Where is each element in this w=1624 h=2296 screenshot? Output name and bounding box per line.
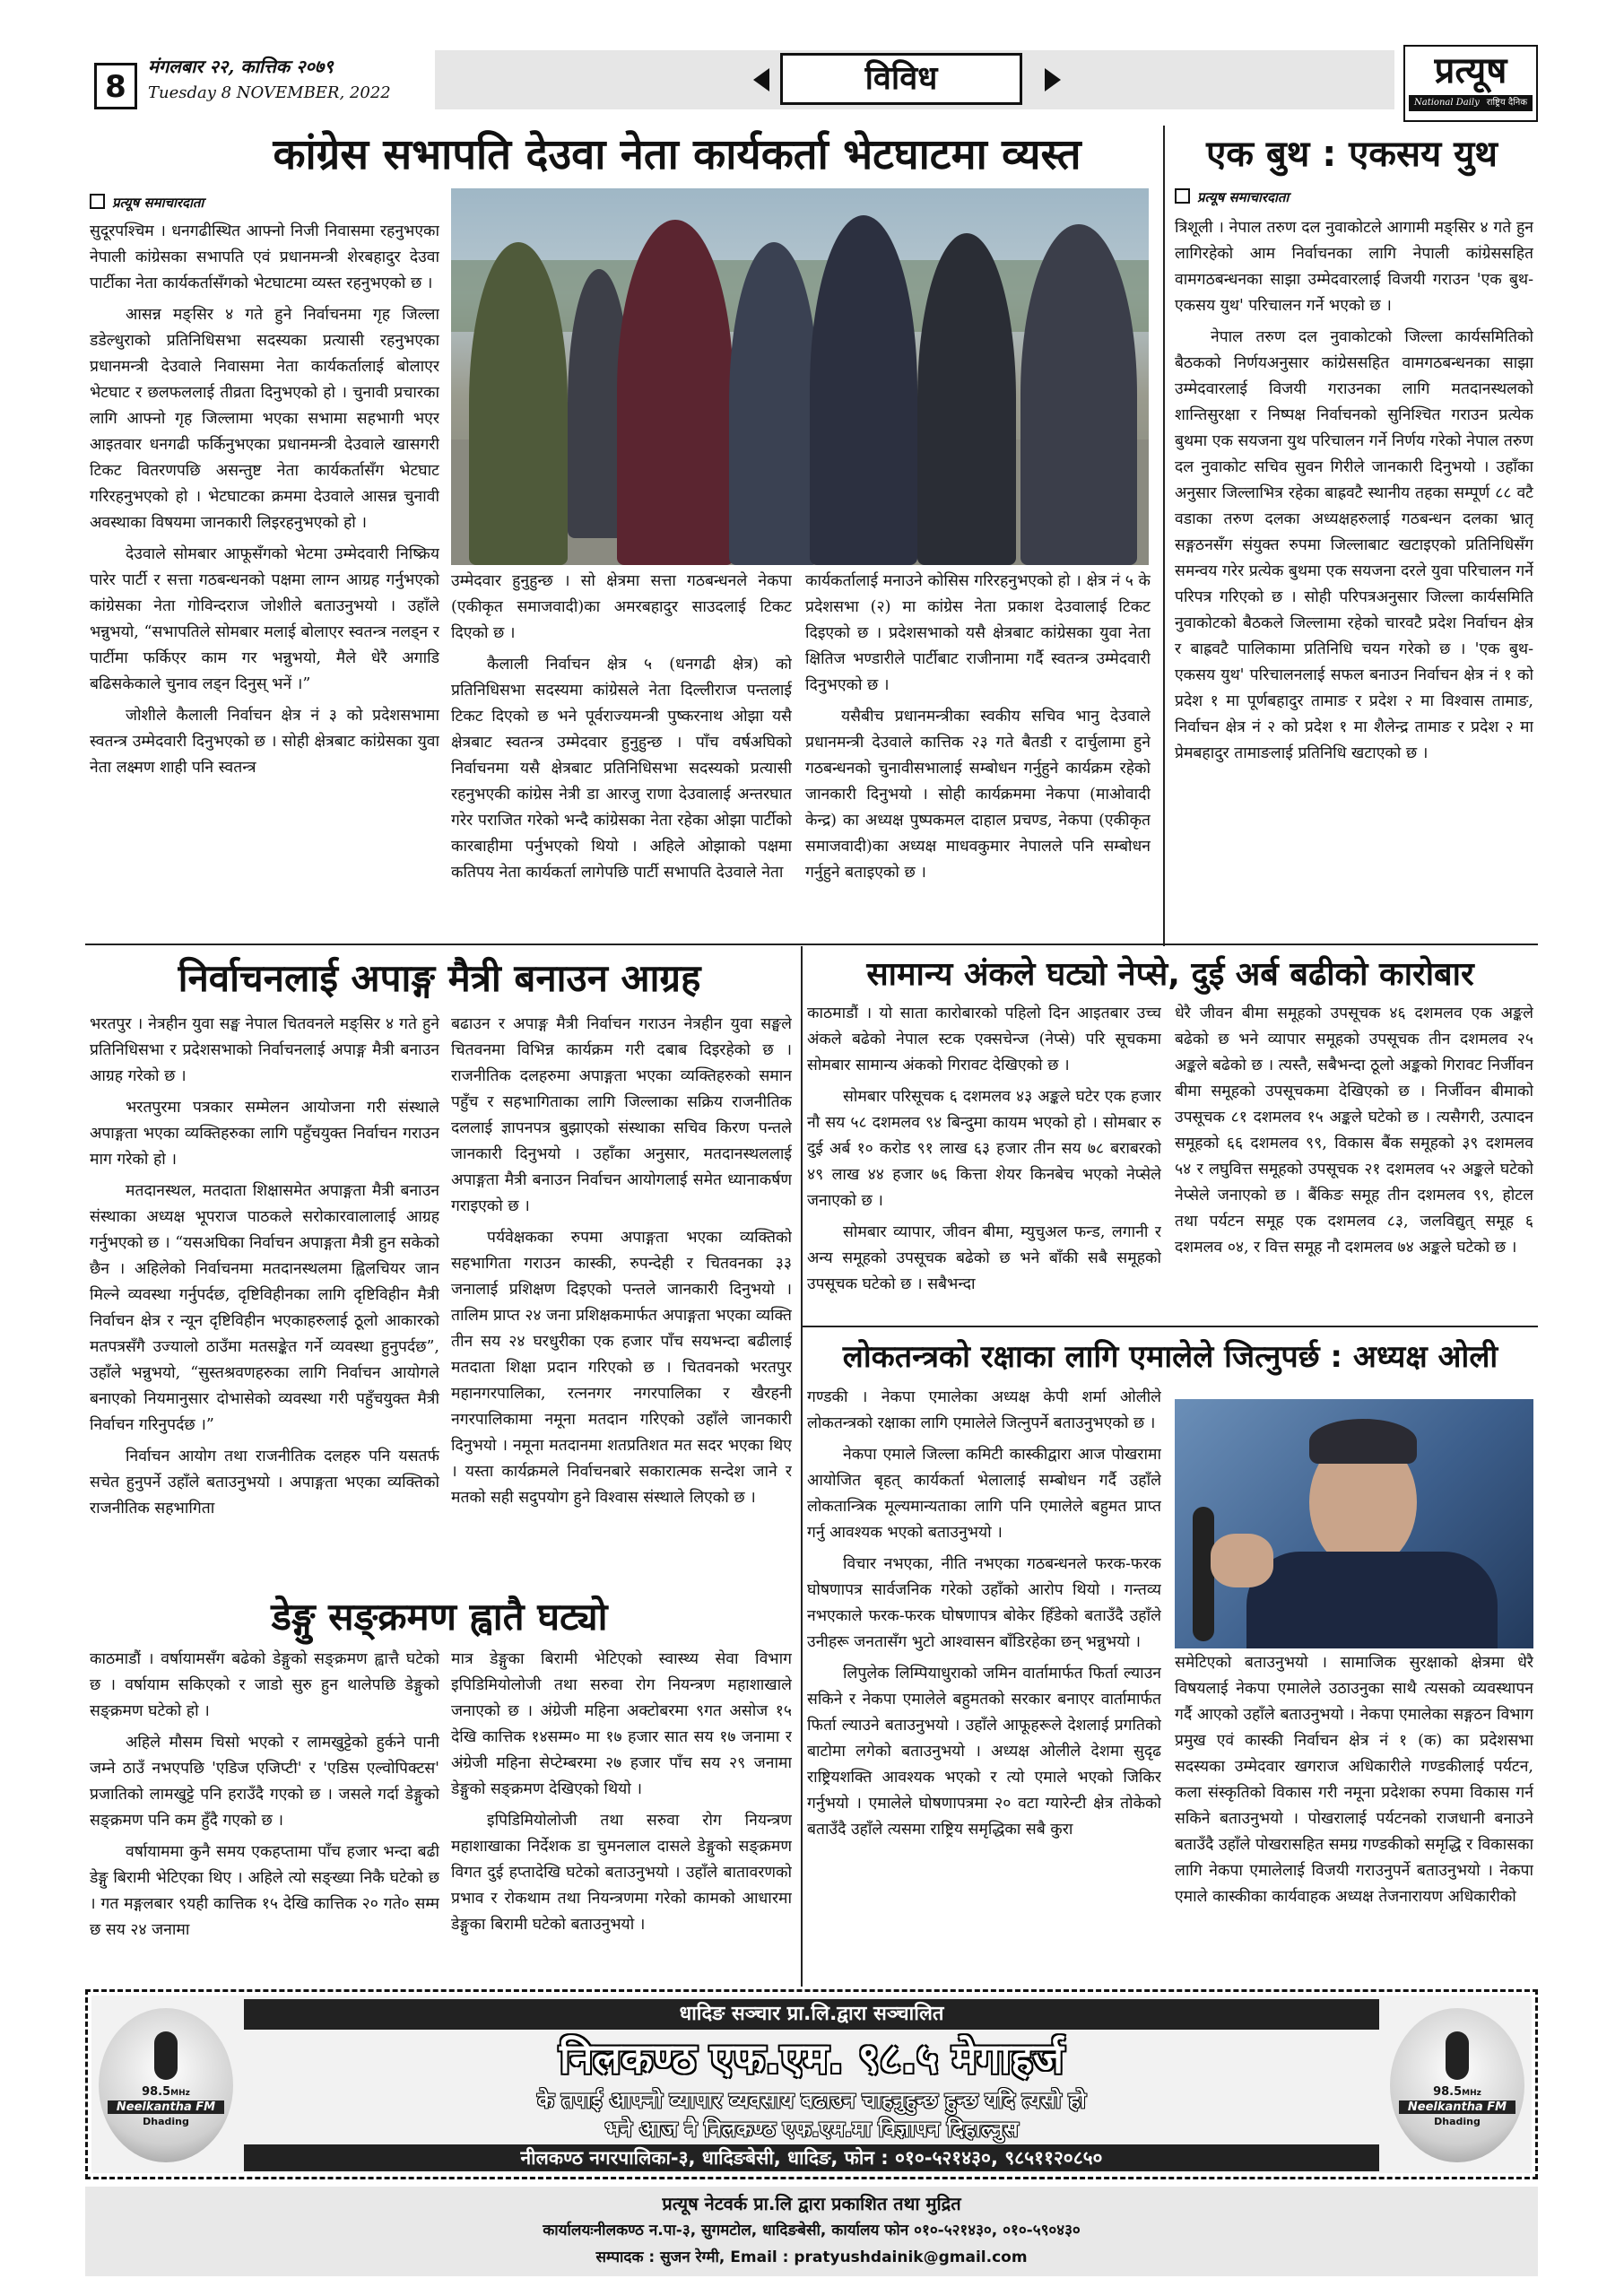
congress-column-1 [90, 219, 439, 927]
newspaper-logo [1403, 45, 1538, 122]
disabled-p3: मतदानस्थल, मतदाता शिक्षासमेत अपाङ्गता मैत्री बनाउन संस्थाका अध्यक्ष भूपराज पाठकले सरोकारवालालाई आग्रह गर्नुभएको छ । “यसअघिका निर्वाचन अपाङ्गता मैत्री हुन सकेको छैन । अहिलेको निर्वाचनमा मतदानस्थलमा ह्विलचियर जान मिल्ने व्यवस्था गर्नुपर्दछ, दृष्टिविहीनका लागि दृष्टिविहीन मैत्री निर्वाचन क्षेत्र र न्यून दृष्टिविहीन भएकाहरुलाई ठूलो आकारको मतपत्रसँगै उज्यालो ठाउँमा मतसङ्केत गर्ने व्यवस्था हुनुपर्दछ”, उहाँले भन्नुभयो, “सुस्तश्रवणहरुका लागि निर्वाचन आयोगले बनाएको नियमानुसार दोभासेको व्यवस्था गरी पहुँचयुक्त मैत्री निर्वाचन गरिनुपर्दछ ।” [90, 1182, 439, 1434]
congress-byline-text: प्रत्यूष समाचारदाता [112, 195, 204, 211]
disabled-p1: भरतपुर । नेत्रहीन युवा सङ्घ नेपाल चितवनले मङ्सिर ४ गते हुने प्रतिनिधिसभा र प्रदेशसभाको निर्वाचनलाई अपाङ्ग मैत्री बनाउन आग्रह गरेको छ । [90, 1015, 439, 1085]
photo-person-7 [1020, 224, 1137, 565]
nepse-p2: सोमबार परिसूचक ६ दशमलव ४३ अङ्कले घटेर एक हजार नौ सय ५८ दशमलव ९४ बिन्दुमा कायम भएको हो । सोमबार रु दुई अर्ब १० करोड ९१ लाख ६३ हजार तीन सय ७८ बराबरको ४९ लाख ४४ हजार ७६ कित्ता शेयर किनबेच भएको नेप्सेले जनाएको छ । [807, 1088, 1161, 1210]
congress-headline: कांग्रेस सभापति देउवा नेता कार्यकर्ता भेटघाटमा व्यस्त [273, 130, 1081, 179]
photo-person-maroon [617, 220, 734, 565]
checkbox-icon [1175, 188, 1190, 204]
logo-sub-left: National Daily [1414, 98, 1480, 108]
photo-body [1246, 1552, 1498, 1648]
congress-col3-p2: यसैबीच प्रधानमन्त्रीका स्वकीय सचिव भानु देउवाले प्रधानमन्त्री देउवाले कात्तिक २३ गते बैतडी र दार्चुलामा हुने गठबन्धनको चुनावीसभालाई सम्बोधन गर्नुहुने कार्यक्रम रहेको जानकारी दिनुभयो । सोही कार्यक्रममा नेकपा (माओवादी केन्द्र) का अध्यक्ष पुष्पकमल दाहाल प्रचण्ड, नेकपा (एकीकृत समाजवादी)का अध्यक्ष माधवकुमार नेपालले पनि सम्बोधन गर्नुहुने बताइएको छ । [805, 708, 1151, 882]
dengue-column-1 [90, 1647, 439, 1987]
one-booth-byline-text: प्रत्यूष समाचारदाता [1197, 189, 1290, 205]
ad-top-line: धादिङ सञ्चार प्रा.लि.द्वारा सञ्चालित [244, 1999, 1379, 2030]
nepse-p1: काठमाडौं । यो साता कारोबारको पहिलो दिन आइतबार उच्च अंकले बढेको नेपाल स्टक एक्सचेन्ज (नेप्से) परि सूचकमा सोमबार सामान्य अंकको गिरावट देखिएको छ । [807, 1004, 1161, 1074]
congress-p3: देउवाले सोमबार आफूसँगको भेटमा उम्मेदवारी निष्क्रिय पारेर पार्टी र सत्ता गठबन्धनको पक्षमा लाग्न आग्रह गर्नुभएको कांग्रेसका नेता गोविन्दराज जोशीले बताउनुभयो । उहाँले भन्नुभयो, “सभापतिले सोमबार मलाई बोलाएर स्वतन्त्र नलड्न र पार्टीमा फर्किएर काम गर भन्नुभयो, मैले धेरै अगाडि बढिसकेकाले चुनाव लड्न दिनुस् भनें ।” [90, 545, 439, 693]
oli-p4: लिपुलेक लिम्पियाधुराको जमिन वार्तामार्फत फिर्ता ल्याउन सकिने र नेकपा एमालेले बहुमतको सरकार बनाएर वार्तामार्फत फिर्ता ल्याउने बताउनुभयो । उहाँले आफूहरूले देशलाई प्रगतिको बाटोमा लगेको बताउनुभयो । अध्यक्ष ओलीले देशमा सुदृढ राष्ट्रियशक्ति आवश्यक भएको र त्यो एमाले भएको जिकिर गर्नुभयो । एमालेले घोषणापत्रमा २० वटा ग्यारेन्टी क्षेत्र तोकेको बताउँदै उहाँले त्यसमा राष्ट्रिय समृद्धिका सबै कुरा [807, 1665, 1161, 1839]
photo-person-5 [810, 215, 917, 565]
ad-logo-left [99, 2008, 233, 2162]
disabled-headline: निर्वाचनलाई अपाङ्ग मैत्री बनाउन आग्रह [178, 956, 701, 1000]
arrow-left-icon [753, 68, 769, 91]
photo-person-6 [917, 233, 1016, 565]
congress-p4: जोशीले कैलाली निर्वाचन क्षेत्र नं ३ को प्रदेशसभामा स्वतन्त्र उम्मेदवारी दिनुभएको छ । सोही क्षेत्रबाट कांग्रेसका युवा नेता लक्ष्मण शाही पनि स्वतन्त्र [90, 707, 439, 777]
congress-p1: सुदूरपश्चिम । धनगढीस्थित आफ्नो निजी निवासमा रहनुभएका नेपाली कांग्रेसका सभापति एवं प्रधानमन्त्री शेरबहादुर देउवा पार्टीका नेता कार्यकर्तासँगको भेटघाटमा व्यस्त रहनुभएको छ । [90, 222, 439, 292]
oli-headline: लोकतन्त्रको रक्षाका लागि एमालेले जित्नुपर्छ : अध्यक्ष ओली [842, 1339, 1498, 1375]
ad-logo-name: Neelkantha FM [1399, 2100, 1515, 2114]
oli-p2: नेकपा एमाले जिल्ला कमिटी कास्कीद्वारा आज पोखरामा आयोजित बृहत् कार्यकर्ता भेलालाई सम्बोधन गर्दै उहाँले लोकतान्त्रिक मूल्यमान्यताका लागि पनि एमालेले बहुमत प्राप्त गर्नु आवश्यक भएको बताउनुभयो । [807, 1446, 1161, 1542]
masthead [85, 45, 1538, 124]
section-divider [803, 1326, 1538, 1327]
photo-cap [1309, 1419, 1417, 1464]
photo-hand [1211, 1534, 1273, 1587]
page-number-box [94, 63, 137, 109]
congress-column-3 [805, 569, 1151, 927]
one-booth-p1: त्रिशूली । नेपाल तरुण दल नुवाकोटले आगामी मङ्सिर ४ गते हुन लागिरहेको आम निर्वाचनका लागि नेपाली कांग्रेससहित वामगठबन्धनका साझा उम्मेदवारलाई विजयी गराउन 'एक बुथ-एकसय युथ' परिचालन गर्ने भएको छ । [1175, 219, 1533, 315]
disabled-p4: निर्वाचन आयोग तथा राजनीतिक दलहरु पनि यसतर्फ सचेत हुनुपर्ने उहाँले बताउनुभयो । अपाङ्गता भएका व्यक्तिको राजनीतिक सहभागिता [90, 1448, 439, 1518]
ad-logo-freq: 98.5MHz [142, 2085, 190, 2099]
disabled-column-1 [90, 1012, 439, 1586]
disabled-col2-p2: पर्यवेक्षकका रुपमा अपाङ्गता भएका व्यक्तिको सहभागिता गराउन कास्की, रुपन्देही र चितवनका ३३ जनालाई प्रशिक्षण दिइएको पन्तले जानकारी दिनुभयो । तालिम प्राप्त २४ जना प्रशिक्षकमार्फत अपाङ्गता भएका व्यक्ति तीन सय २४ घरधुरीका एक हजार पाँच सयभन्दा बढीलाई मतदाता शिक्षा प्रदान गरिएको छ । चितवनको भरतपुर महानगरपालिका, रत्ननगर नगरपालिका र खैरहनी नगरपालिकामा नमूना मतदान गरिएको उहाँले जानकारी दिनुभयो । नमूना मतदानमा शतप्रतिशत मत सदर भएका थिए । यस्ता कार्यक्रमले निर्वाचनबारे सकारात्मक सन्देश जाने र मतको सही सदुपयोग हुने विश्वास संस्थाले लिएको छ । [451, 1229, 792, 1507]
dengue-p2: अहिले मौसम चिसो भएको र लामखुट्टेको हुर्कने पानी जम्ने ठाउँ नभएपछि 'एडिज एजिप्टी' र 'एडिस एल्वोपिक्टस' प्रजातिको लामखुट्टे पनि हराउँदै गएको छ । जसले गर्दा डेङ्गुको सङ्क्रमण पनि कम हुँदै गएको छ । [90, 1734, 439, 1830]
dengue-column-2 [451, 1647, 792, 1987]
footer-editor: सम्पादक : सुजन रेग्मी, Email : pratyushdainik@gmail.com [595, 2248, 1028, 2266]
ad-logo-name: Neelkantha FM [108, 2100, 224, 2114]
ad-logo-freq: 98.5MHz [1433, 2085, 1481, 2099]
oli-p1: गण्डकी । नेकपा एमालेका अध्यक्ष केपी शर्मा ओलीले लोकतन्त्रको रक्षाका लागि एमालेले जित्नुपर्ने बताउनुभएको छ । [807, 1388, 1161, 1432]
section-divider [85, 944, 1538, 945]
disabled-column-2 [451, 1012, 792, 1586]
oli-col2-p1: समेटिएको बताउनुभयो । सामाजिक सुरक्षाको क्षेत्रमा धेरै विषयलाई नेकपा एमालेले उठाउनुका साथै त्यसको व्यवस्थापन गर्दै आएको उहाँले बताउनुभयो । नेकपा एमालेका सङ्गठन विभाग प्रमुख एवं कास्की निर्वाचन क्षेत्र नं १ (क) का प्रदेशसभा सदस्यका उम्मेदवार खगराज अधिकारीले गण्डकीलाई पर्यटन, कला संस्कृतिको विकास गरी नमूना प्रदेशका रुपमा विकास गर्न सकिने बताउनुभयो । पोखरालाई पर्यटनको राजधानी बनाउने बताउँदै उहाँले पोखरासहित समग्र गण्डकीको समृद्धि र विकासका लागि नेकपा एमालेलाई विजयी गराउनुपर्ने बताउनुभयो । नेकपा एमाले कास्कीका कार्यवाहक अध्यक्ष तेजनारायण अधिकारीको [1175, 1654, 1533, 1906]
one-booth-p2: नेपाल तरुण दल नुवाकोटको जिल्ला कार्यसमितिको बैठकको निर्णयअनुसार कांग्रेससहित वामगठबन्धनका साझा उम्मेदवारलाई विजयी गराउनका लागि मतदानस्थलको शान्तिसुरक्षा र निष्पक्ष निर्वाचनको सुनिश्चित गराउन प्रत्येक बुथमा एक सयजना युथ परिचालन गर्ने निर्णय गरेको नेपाल तरुण दल नुवाकोट सचिव सुवन गिरीले जानकारी दिनुभयो । उहाँका अनुसार जिल्लाभित्र रहेका बाह्रवटै स्थानीय तहका सम्पूर्ण ८८ वटै वडाका तरुण दलका अध्यक्षहरुलाई गठबन्धन दलका भ्रातृ सङ्गठनसँग संयुक्त रुपमा जिल्लाबाट खटाइएको प्रतिनिधिसँग समन्वय गरेर प्रत्येक बुथमा एक सयजना दरले युवा परिचालन गर्ने परिपत्र गरिएको छ । सोही परिपत्रअनुसार जिल्ला कार्यसमिति नुवाकोटको बैठकले जिल्लामा रहेको चारवटै प्रदेश निर्वाचन क्षेत्र र बाह्रवटै पालिकामा प्रतिनिधि चयन गरेको छ । 'एक बुथ-एकसय युथ' परिचालनलाई सफल बनाउन निर्वाचन क्षेत्र नं १ को प्रदेश १ मा पूर्णबहादुर तामाङ र प्रदेश २ मा विश्वास तामाङ, निर्वाचन क्षेत्र नं २ को प्रदेश १ मा शैलेन्द्र तामाङ र प्रदेश २ मा प्रेमबहादुर तामाङलाई प्रतिनिधि खटाएको छ । [1175, 328, 1533, 762]
dengue-col2-p2: इपिडिमियोलोजी तथा सरुवा रोग नियन्त्रण महाशाखाका निर्देशक डा चुमनलाल दासले डेङ्गुको सङ्क्रमण विगत दुई हप्तादेखि घटेको बताउनुभयो । उहाँले बातावरणको प्रभाव र रोकथाम तथा नियन्त्रणमा गरेको कामको आधारमा डेङ्गुका बिरामी घटेको बताउनुभयो । [451, 1812, 792, 1934]
arrow-right-icon [1045, 68, 1061, 91]
page-number: 8 [105, 69, 126, 105]
ad-logo-place: Dhading [1434, 2116, 1481, 2127]
congress-byline [90, 194, 439, 212]
logo-wordmark: प्रत्यूष [1434, 50, 1507, 91]
ad-bottom-line: नीलकण्ठ नगरपालिका-३, धादिङबेसी, धादिङ, फोन : ०१०-५२१४३०, ९८५११२०८५० [244, 2144, 1379, 2171]
congress-col3-p1: कार्यकर्तालाई मनाउने कोसिस गरिरहनुभएको हो । क्षेत्र नं ५ के प्रदेशसभा (२) मा कांग्रेस नेता प्रकाश देउवालाई टिकट दिइएको छ । प्रदेशसभाको यसै क्षेत्रबाट कांग्रेसका युवा नेता क्षितिज भण्डारीले पार्टीबाट राजीनामा गर्दै स्वतन्त्र उम्मेदवारी दिनुभएको छ । [805, 572, 1151, 694]
checkbox-icon [90, 194, 105, 209]
ad-line-2: के तपाई आफ्नो व्यापार व्यवसाय बढाउन चाहनुहुन्छ हुन्छ यदि त्यसो हो [537, 2088, 1086, 2113]
nepse-column-1 [807, 1001, 1161, 1324]
logo-sub-right: राष्ट्रिय दैनिक [1486, 98, 1527, 108]
photo-person-4 [729, 242, 819, 565]
ad-inner [91, 1996, 1532, 2173]
nepse-p3: सोमबार व्यापार, जीवन बीमा, म्युचुअल फन्ड, लगानी र अन्य समूहको उपसूचक बढेको छ भने बाँकी सबै समूहको उपसूचक घटेको छ । सबैभन्दा [807, 1223, 1161, 1293]
dengue-headline: डेङ्गु सङ्क्रमण ह्वातै घट्यो [271, 1595, 608, 1639]
congress-p2: आसन्न मङ्सिर ४ गते हुने निर्वाचनमा गृह जिल्ला डडेल्धुराको प्रतिनिधिसभा सदस्यका प्रत्यासी रहनुभएका प्रधानमन्त्री देउवाले निवासमा नेता कार्यकर्तालाई बोलाएर भेटघाट र छलफललाई तीव्रता दिनुभएको हो । चुनावी प्रचारका लागि आफ्नो गृह जिल्लामा भएका सभामा सहभागी भएर आइतवार धनगढी फर्किनुभएका प्रधानमन्त्री देउवाले खासगरी टिकट वितरणपछि असन्तुष्ट नेता कार्यकर्तासँग भेटघाट गरिरहनुभएको हो । भेटघाटका क्रममा देउवाले आसन्न चुनावी अवस्थाका विषयमा जानकारी लिइरहनुभएको हो । [90, 306, 439, 532]
photo-microphone [1193, 1507, 1214, 1641]
oli-photo [1175, 1399, 1533, 1648]
microphone-icon [1446, 2031, 1469, 2080]
nepse-headline: सामान्य अंकले घट्यो नेप्से, दुई अर्ब बढीको कारोबार [866, 956, 1474, 993]
disabled-p2: भरतपुरमा पत्रकार सम्मेलन आयोजना गरी संस्थाले अपाङ्गता भएका व्यक्तिहरुका लागि पहुँचयुक्त निर्वाचन गराउन माग गरेको हो । [90, 1099, 439, 1169]
column-divider [801, 946, 803, 1987]
dengue-col2-p1: मात्र डेङ्गुका बिरामी भेटिएको स्वास्थ्य सेवा विभाग इपिडिमियोलोजी तथा सरुवा रोग नियन्त्रण महाशाखाले जनाएको छ । अंग्रेजी महिना अक्टोबरमा ९गत असोज १५ देखि कात्तिक १४सम्म० मा १७ हजार सात सय १७ जनामा र अंग्रेजी महिना सेप्टेम्बरमा २७ हजार पाँच सय २९ जनामा डेङ्गुको सङ्क्रमण देखिएको थियो । [451, 1650, 792, 1798]
microphone-icon [154, 2031, 178, 2080]
date-nepali: मंगलबार २२, कात्तिक २०७९ [148, 56, 334, 77]
congress-col2-p2: कैलाली निर्वाचन क्षेत्र ५ (धनगढी क्षेत्र) को प्रतिनिधिसभा सदस्यमा कांग्रेसले नेता दिल्लीराज पन्तलाई टिकट दिएको छ भने पूर्वराज्यमन्त्री पुष्करनाथ ओझा यसै क्षेत्रबाट स्वतन्त्र उम्मेदवार हुनुहुन्छ । पाँच वर्षअघिको निर्वाचनमा यसै क्षेत्रबाट प्रतिनिधिसभा सदस्यको प्रत्यासी रहनुभएकी कांग्रेस नेत्री डा आरजु राणा देउवालाई अन्तरघात गरेर पराजित गरेको भन्दै कांग्रेसका नेता रहेका ओझा पार्टीको कारबाहीमा पर्नुभएको थियो । अहिले ओझाको पक्षमा कतिपय नेता कार्यकर्ता लागेपछि पार्टी सभापति देउवाले नेता [451, 656, 792, 882]
one-booth-byline [1175, 188, 1533, 206]
footer [85, 2187, 1538, 2276]
disabled-col2-p1: बढाउन र अपाङ्ग मैत्री निर्वाचन गराउन नेत्रहीन युवा सङ्घले चितवनमा विभिन्न कार्यक्रम गरी दबाब दिइरहेको छ । राजनीतिक दलहरुमा अपाङ्गता भएका व्यक्तिहरुको समान पहुँच र सहभागिताका लागि जिल्लाका सक्रिय राजनीतिक दललाई ज्ञापनपत्र बुझाएको संस्थाका सचिव किरण पन्तले जानकारी दिनुभयो । उहाँका अनुसार, मतदानस्थललाई अपाङ्गता मैत्री बनाउन निर्वाचन आयोगलाई समेत ध्यानाकर्षण गराइएको छ । [451, 1015, 792, 1215]
nepse-col2-p1: धेरै जीवन बीमा समूहको उपसूचक ४६ दशमलव एक अङ्कले बढेको छ भने व्यापार समूहको उपसूचक तीन दशमलव २५ अङ्कले बढेको छ । त्यस्तै, सबैभन्दा ठूलो अङ्कको गिरावट निर्जीवन बीमा समूहको उपसूचकमा देखिएको छ । निर्जीवन बीमाको उपसूचक ८१ दशमलव १५ अङ्कले घटेको छ । त्यसैगरी, उत्पादन समूहको ६६ दशमलव ९९, विकास बैंक समूहको ३९ दशमलव ५४ र लघुवित्त समूहको उपसूचक २१ दशमलव ५२ अङ्कले घटेको नेप्सेले जनाएको छ । बैंकिङ समूह तीन दशमलव ९९, होटल तथा पर्यटन समूह एक दशमलव ८३, जलविद्युत् समूह ६ दशमलव ०४, र वित्त समूह नौ दशमलव ७४ अङ्कले घटेको छ । [1175, 1004, 1533, 1257]
ad-logo-place: Dhading [143, 2116, 189, 2127]
date-box [148, 47, 426, 120]
ad-title: निलकण्ठ एफ.एम. ९८.५ मेगाहर्ज [560, 2034, 1064, 2083]
dengue-p1: काठमाडौं । वर्षायामसँग बढेको डेङ्गुको सङ्क्रमण ह्वात्तै घटेको छ । वर्षायाम सकिएको र जाडो सुरु हुन थालेपछि डेङ्गुको सङ्क्रमण घटेको हो । [90, 1650, 439, 1720]
one-booth-headline: एक बुथ : एकसय युथ [1206, 134, 1498, 175]
oli-p3: विचार नभएका, नीति नभएका गठबन्धनले फरक-फरक घोषणापत्र सार्वजनिक गरेको उहाँको आरोप थियो । गन्तव्य नभएकाले फरक-फरक घोषणापत्र बोकेर हिँडेको बताउँदै उहाँले उनीहरू जनतासँग भुटो आश्वासन बाँडिरहेका छन् भन्नुभयो । [807, 1555, 1161, 1651]
one-booth-body [1175, 215, 1533, 933]
congress-column-2 [451, 569, 792, 927]
photo-soldier [469, 242, 568, 565]
oli-column-2 [1175, 1650, 1533, 1987]
nepse-column-2 [1175, 1001, 1533, 1324]
section-bar [435, 50, 1394, 109]
dengue-p3: वर्षायाममा कुनै समय एकहप्तामा पाँच हजार भन्दा बढी डेङ्गु बिरामी भेटिएका थिए । अहिले त्यो सङ्ख्या निकै घटेको छ । गत मङ्गलबार ९यही कात्तिक १५ देखि कात्तिक २० गते० सम्म छ सय २४ जनामा [90, 1843, 439, 1939]
advertisement[interactable] [85, 1989, 1538, 2179]
ad-logo-right [1390, 2008, 1524, 2162]
footer-office: कार्यालयःनीलकण्ठ न.पा-३, सुगमटोल, धादिङबेसी, कार्यालय फोन ०१०-५२१४३०, ०१०-५९०४३० [543, 2222, 1081, 2239]
ad-line-3: भने आज नै निलकण्ठ एफ.एम.मा विज्ञापन दिहाल्नुस [604, 2117, 1019, 2142]
section-title: विविध [864, 60, 938, 97]
date-english: Tuesday 8 NOVEMBER, 2022 [148, 83, 391, 102]
column-divider [1163, 126, 1165, 946]
congress-col2-p1: उम्मेदवार हुनुहुन्छ । सो क्षेत्रमा सत्ता गठबन्धनले नेकपा (एकीकृत समाजवादी)का अमरबहादुर साउदलाई टिकट दिएको छ । [451, 572, 792, 642]
logo-subtitle [1409, 95, 1533, 111]
congress-photo [451, 188, 1149, 565]
footer-publisher: प्रत्यूष नेटवर्क प्रा.लि द्वारा प्रकाशित तथा मुद्रित [662, 2193, 961, 2214]
section-title-box [780, 53, 1022, 105]
oli-column-1 [807, 1385, 1161, 1987]
